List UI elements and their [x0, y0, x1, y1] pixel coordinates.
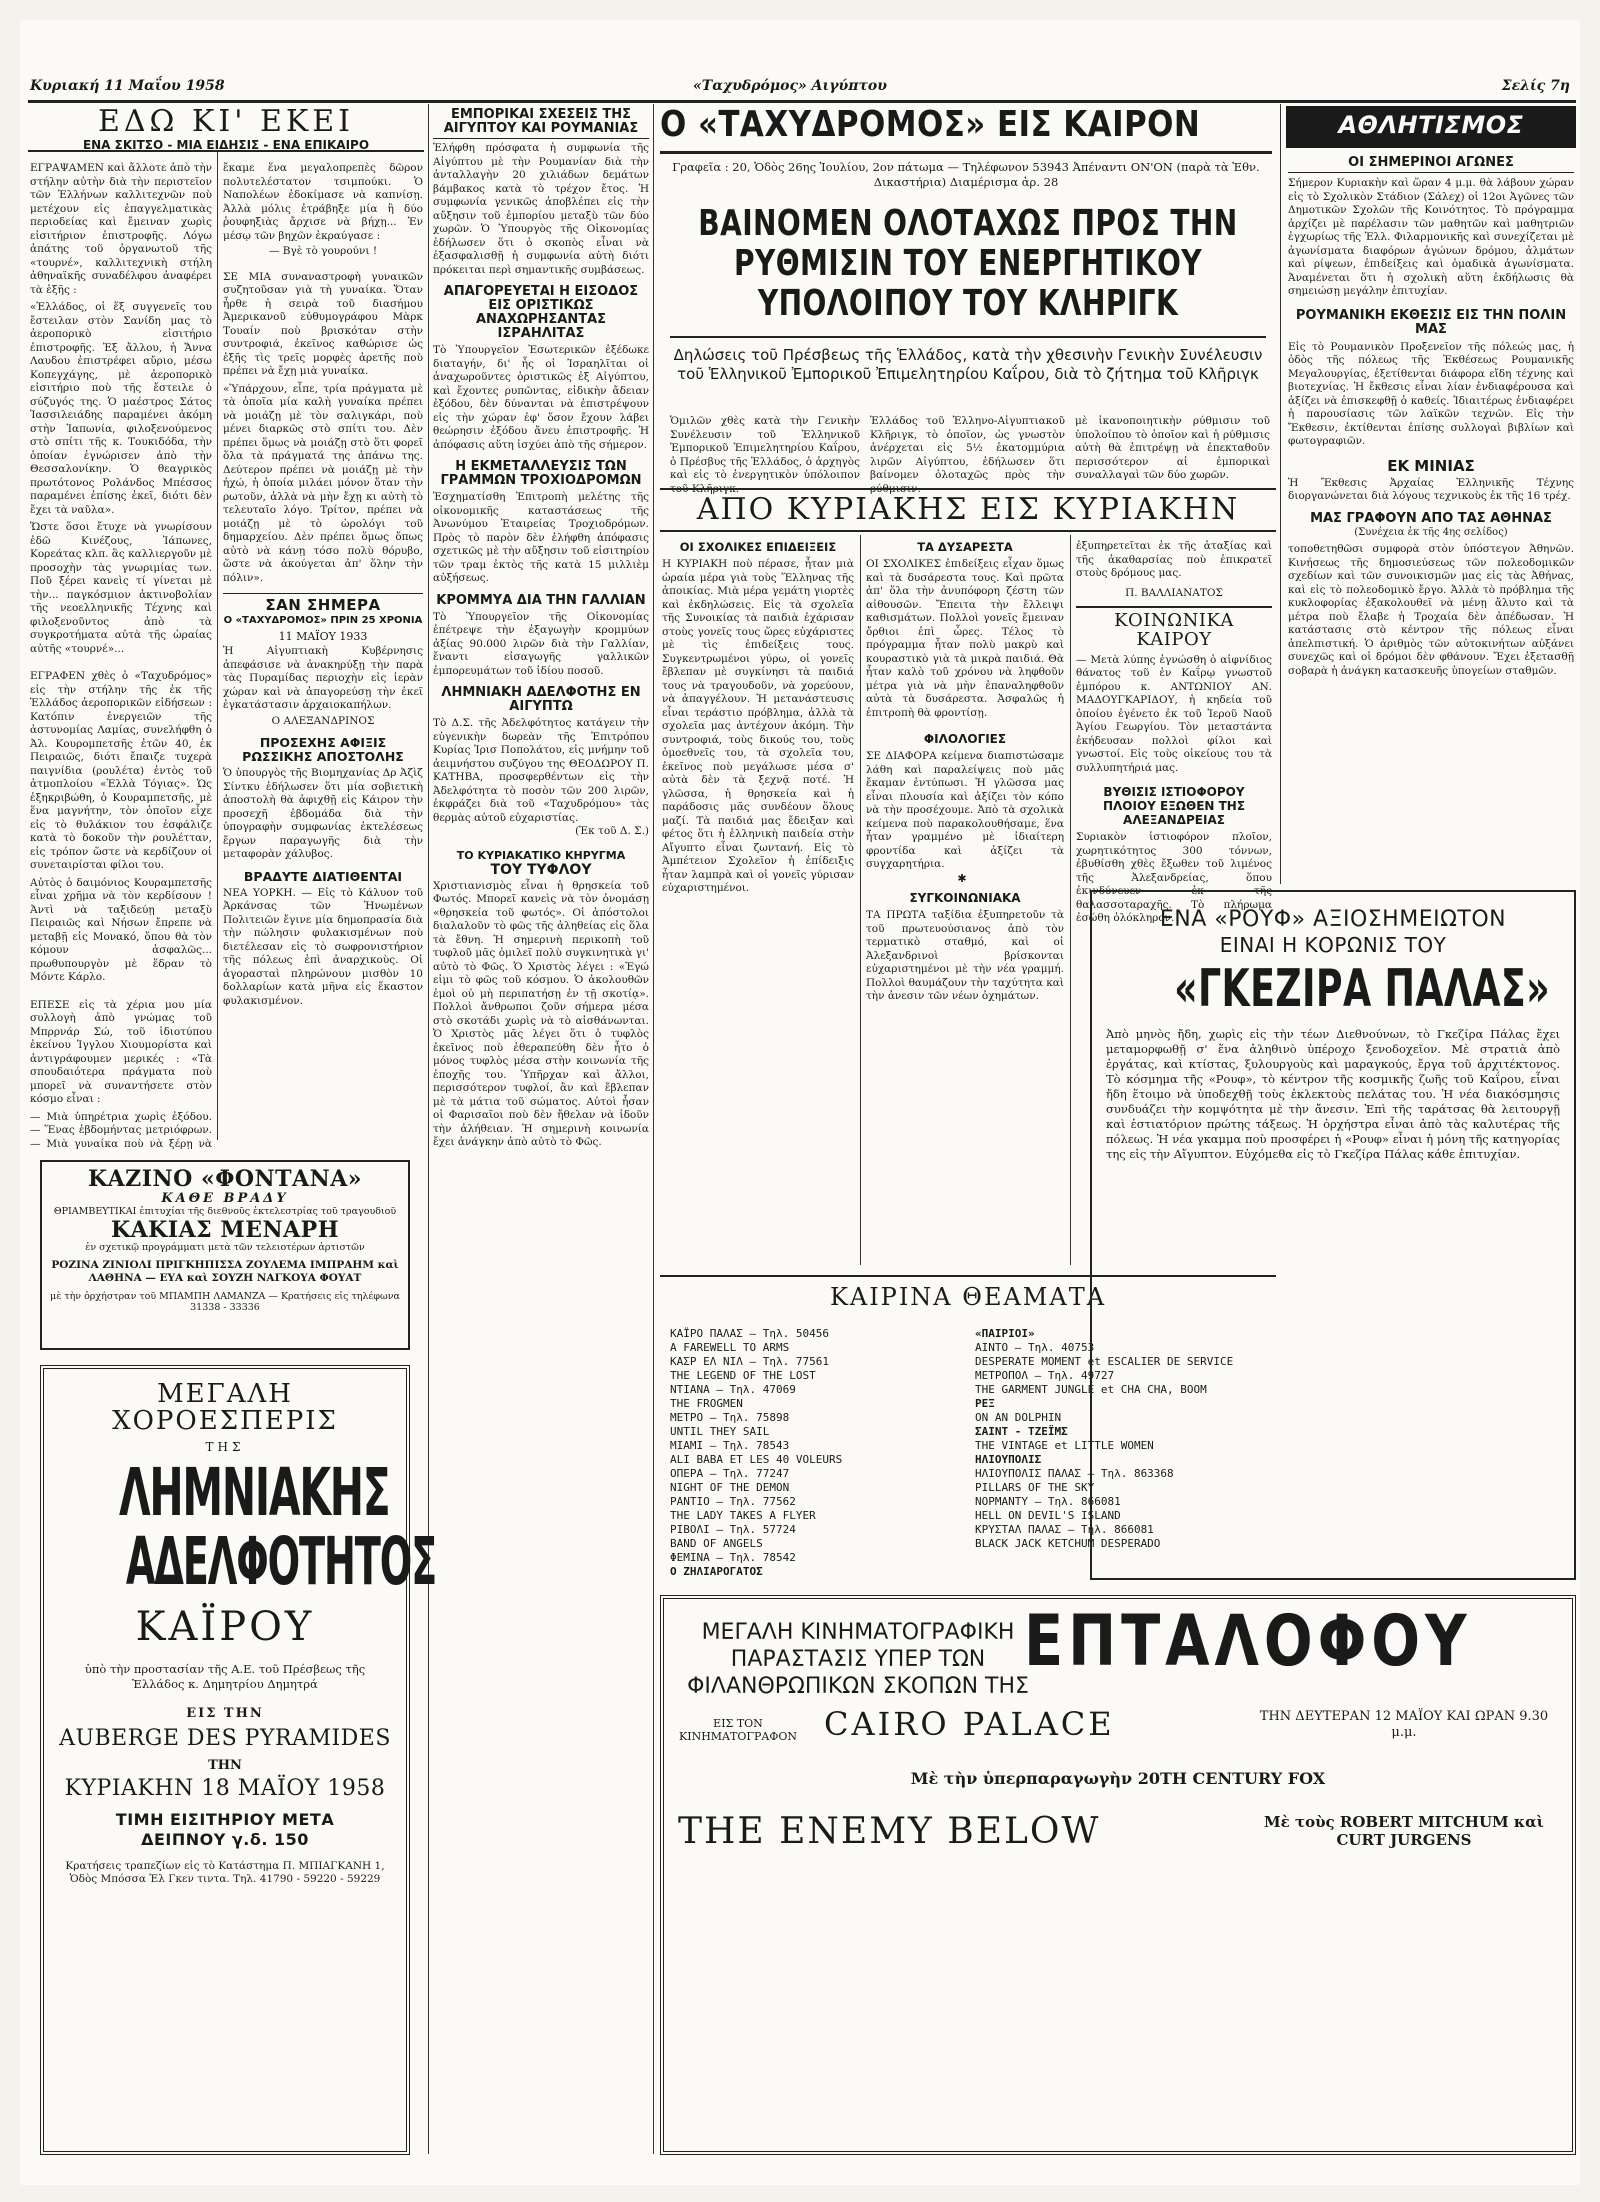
casino-more: ἐν σχετικῷ προγράμματι μετὰ τῶν τελειοτέρων ἀρτιστῶν — [85, 1242, 365, 1254]
col-rule — [860, 535, 861, 1265]
today-subtitle: Ο «ΤΑΧΥΔΡΟΜΟΣ» ΠΡΙΝ 25 ΧΡΟΝΙΑ — [223, 614, 423, 626]
casino-contact: μὲ τὴν ὀρχήστραν τοῦ ΜΠΑΜΠΗ ΛΑΜΑΝΖΑ — Κρατήσεις εἰς τηλέφωνα 31338 - 33336 — [50, 1291, 400, 1314]
col3-paragraph: Τὸ Ὑπουργεῖον τῆς Οἰκονομίας ἐπέτρεψε τὴν ἐξαγωγὴν κρομμύων ἀξίας 90.000 λιρῶν διὰ τὴν Γαλλίαν, ἔναντι εἰσαγωγῆς γαλλικῶν ἐμπορευμάτων τοῦ ἰδίου ποσοῦ. — [433, 610, 649, 677]
cinema-date: ΤΗΝ ΔΕΥΤΕΡΑΝ 12 ΜΑΪΟΥ ΚΑΙ ΩΡΑΝ 9.30 μ.μ. — [1259, 1709, 1549, 1740]
main-headline: ΒΑΙΝΟΜΕΝ ΟΛΟΤΑΧΩΣ ΠΡΟΣ ΤΗΝ ΡΥΘΜΙΣΙΝ ΤΟΥ ΕΝΕΡΓΗΤΙΚΟΥ ΥΠΟΛΟΙΠΟΥ ΤΟΥ ΚΛΗΡΙΓΚ — [698, 203, 1238, 324]
dance-ad — [40, 1365, 437, 2155]
dance-price: ΤΙΜΗ ΕΙΣΙΤΗΡΙΟΥ ΜΕΤΑ ΔΕΙΠΝΟΥ γ.δ. 150 — [115, 1810, 335, 1850]
dance-patron: ὑπὸ τὴν προστασίαν τῆς Α.Ε. τοῦ Πρέσβεως τῆς Ἑλλάδος κ. Δημητρίου Δημητρά — [84, 1662, 366, 1692]
theatre-line: A FAREWELL TO ARMS — [670, 1341, 790, 1354]
week-item-text: ΟΙ ΣΧΟΛΙΚΕΣ ἐπιδείξεις εἶχαν ὅμως καὶ τὰ δυσάρεστα τους. Καὶ πρῶτα ἀπ' ὅλα τὴν ἀνυπόφορη ζέστη τῶν αἰθουσῶν. Ἔπειτα τὴν ἔλλειψι καθισμάτων. Πολλοὶ γονεῖς ἔμειναν ὄρθιοι ἐπὶ ὧρες. Τέλος τὸ πρόγραμμα ἦταν πολὺ μακρὺ καὶ κουραστικὸ γιὰ τὰ μικρὰ παιδιά. Θὰ ἦταν καλὸ τοῦ χρόνου νὰ ληφθοῦν μέτρα γιὰ νὰ μὴν ἐπαναληφθοῦν αὐτὰ τὰ δυσάρεστα. Ἀσφαλῶς ἡ ἐπιτροπὴ θὰ φροντίσῃ. — [866, 558, 1064, 719]
brady-headline: ΒΡΑΔΥΤΕ ΔΙΑΤΙΘΕΝΤΑΙ — [243, 868, 403, 884]
dance-venue: AUBERGE DES PYRAMIDES — [59, 1726, 391, 1752]
col3-headline: ΤΟΥ ΤΥΦΛΟΥ — [490, 861, 592, 878]
cinema-venue: CAIRO PALACE — [824, 1705, 1115, 1743]
dance-title: ΜΕΓΑΛΗ ΧΟΡΟΕΣΠΕΡΙΣ — [112, 1379, 338, 1437]
theatres-left — [670, 1327, 965, 1587]
col1-text-a — [30, 162, 212, 1150]
theatre-line: ΜΕΤΡΟΠΟΛ — Τηλ. 49727 — [975, 1369, 1115, 1382]
today-section — [223, 593, 423, 728]
week-sign: Π. ΒΑΛΛΙΑΝΑΤΟΣ — [1125, 586, 1223, 599]
dance-adelfotitos: ΑΔΕΛΦΟΤΗΤΟΣ — [125, 1522, 437, 1600]
col3-headline: ΤΟ ΚΥΡΙΑΚΑΤΙΚΟ ΚΗΡΥΓΜΑ — [456, 848, 626, 862]
col3-headline: ΑΠΑΓΟΡΕΥΕΤΑΙ Η ΕΙΣΟΔΟΣ ΕΙΣ ΟΡΙΣΤΙΚΩΣ ΑΝΑΧΩΡΗΣΑΝΤΑΣ ΙΣΡΑΗΛΙΤΑΣ — [443, 284, 639, 341]
col1-paragraph: «Ἑλλάδος, οἱ ἕξ συγγενεῖς του ἔστειλαν στὸν Σανίδη μας τὸ ἀεροπορικὸ εἰσιτήριο ἐπιστροφῆς. Ἐξ ἄλλου, ἡ Ἄννα Λαυδου ἐπιστρέφει αὔριο, μέσω Κοπεγχάγης, μὲ ἀεροπορικὸ εἰσιτήριο ποὺ τῆς ἔστειλε ὁ σύζυγός της. Ὁ μαέστρος Σάτος Ἰασσιλειάδης παραμένει ἀκόμη στὴν Ἰαπωνία, φιλοξενούμενος στὸ σπίτι τῆς κ. Τουκιδόδα, τὴν ὁποίαν ἐγνώρισεν ἀπὸ τὴν Θεσσαλονίκην. Ὁ θεαγρικὸς πρωτότονος Ρολάνδος Μπέσσος παραμένει ἐπίσης ἐκεῖ, διότι δὲν ἔχει τὰ ναῦλα». — [30, 301, 212, 516]
col2-paragraph: «Ὑπάρχουν, εἶπε, τρία πράγματα μὲ τὰ ὁποῖα μία καλὴ γυναίκα πρέπει νὰ μοιάζῃ μὲ τὸν σαλιγκάρι, ποὺ μένει διαρκῶς στὸ σπίτι του. Δὲν πρέπει ὅμως νὰ μοιάζῃ στὸ ὅτι φορεῖ ὅλα τὰ πράγματά της ἀπάνω της. Δεύτερον πρέπει νὰ μοιάζῃ μὲ τὴν ἠχώ, ἡ ὁποία μιλάει μόνον ὅταν τὴν ρωτοῦν, ἀλλὰ νὰ μὴν ἔχῃ κι αὐτὴ τὸ τελευταῖο λόγο. Τρίτον, πρέπει νὰ μοιάζῃ μὲ τὸ ὡρολόγι τοῦ δημαρχείου. Δὲν πρέπει ὅμως ὅπως αὐτὸ νὰ κάνῃ τόσο πολὺ θόρυβο, ὥστε νὰ ἀκούγεται ἀπ' ὅλην τὴν πόλιν». — [223, 382, 423, 584]
dance-kairou: ΚΑΪΡΟΥ — [135, 1604, 315, 1651]
right-subhead: (Συνέχεια ἐκ τῆς 4ης σελίδος) — [1354, 526, 1508, 538]
main-headline-block — [670, 204, 1266, 338]
theatres-title: ΚΑΙΡΙΝΑ ΘΕΑΜΑΤΑ — [829, 1283, 1107, 1311]
right-paragraph: Σήμερον Κυριακὴν καὶ ὥραν 4 μ.μ. θὰ λάβουν χώραν εἰς τὸ Σχολικὸν Στάδιον (Σάλεχ) οἱ 12οι Ἀγῶνες τῶν Δημοτικῶν Σχολῶν τῆς Κοινότητος. Τὸ πρόγραμμα ἀρχίζει μὲ παρέλασιν τῶν μαθητῶν καὶ μαθητριῶν ἐγχωρίως τῆς Ἐλλ. Φιλαρμονικῆς καὶ συνεχίζεται μὲ ἀγωνίσματα διαφόρων ἀγώνων δρόμου, ἁλμάτων καὶ ρίψεων, ἐπιδείξεις καὶ ὁμαδικὰ ἀγωνίσματα. Ἀναμένεται ὅτι ἡ σχολικὴ αὕτη ἐκδήλωσις θὰ σημειώσῃ μεγάλην ἐπιτυχίαν. — [1288, 177, 1574, 297]
masthead-page: Σελίς 7η — [1501, 78, 1570, 94]
col3-headline: ΚΡΟΜΜΥΑ ΔΙΑ ΤΗΝ ΓΑΛΛΙΑΝ — [436, 592, 646, 608]
col1-paragraph: Ὥστε ὅσοι ἔτυχε νὰ γνωρίσουν ἐδῶ Κινέζους, Ἰάπωνες, Κορεάτας κλπ. ἃς καλλιεργοῦν μὲ προσοχὴν τὰς γνωριμίας των. Ποῦ ξέρει κανεὶς τί γίνεται μὲ τὴν... παγκόσμιον ἀκτινοβολίαν τῆς νεοελληνικῆς Τέχνης καὶ φιλοξενοῦντος ἀπὸ τὰ συγκροτήματα αὐτὰ τῆς ὡραίας αὐτῆς «τουρνέ»... — [30, 521, 212, 655]
theatre-line: HELL ON DEVIL'S ISLAND — [975, 1509, 1121, 1522]
star-divider: ✱ — [957, 871, 973, 885]
sport-title: ΑΘΛΗΤΙΣΜΟΣ — [1338, 111, 1524, 139]
office-info: Γραφεῖα : 20, Ὁδὸς 26ης Ἰουλίου, 2ον πάτωμα — Τηλέφωνον 53943 Ἀπέναντι ΟΝ'ΟΝ (παρὰ τὰ Ἐθν. Δικαστήρια) Διαμέρισμα ἀρ. 28 — [672, 160, 1260, 189]
theatre-line: ΡΑΝΤΙΟ — Τηλ. 77562 — [670, 1495, 796, 1508]
cinema-stars: Μὲ τοὺς ROBERT MITCHUM καὶ CURT JURGENS — [1264, 1813, 1544, 1849]
col3-paragraph: Χριστιανισμὸς εἶναι ἡ θρησκεία τοῦ Φωτός. Μπορεῖ κανεὶς νὰ τὸν ὀνομάσῃ «θρησκεία τοῦ φωτός». Οἱ ἀπόστολοι διαλαλοῦν τὸ φῶς τῆς ἀληθείας εἰς ὅλα τὰ ἔθνη. Ἡ σημερινὴ περικοπὴ τοῦ τυφλοῦ μᾶς ὁμιλεῖ πολὺ συγκινητικὰ γι' αὐτὸ τὸ Φῶς. Ὁ Χριστὸς λέγει : «Ἐγώ εἰμι τὸ φῶς τοῦ κόσμου. Ὁ ἀκολουθῶν ἐμοὶ οὐ μὴ περιπατήσῃ ἐν τῇ σκοτίᾳ». Πολλοὶ ἄνθρωποι ζοῦν σήμερα μέσα στὸ σκοτάδι χωρὶς νὰ τὸ αἰσθάνωνται. Ὁ Χριστὸς μᾶς λέγει ὅτι ὁ τυφλὸς ἐκεῖνος ποὺ ἐθεραπεύθη δὲν ἦτο ὁ μόνος τυφλὸς μέσα στὴν κοινωνία τῆς ἐποχῆς του. Ὑπῆρχαν καὶ ἄλλοι, περισσότερον τυφλοί, ἂν καὶ ἔβλεπαν μὲ τὰ μάτια τοῦ σώματος. Αὐτοὶ ἦσαν οἱ Φαρισαῖοι ποὺ δὲν ἤθελαν νὰ ἰδοῦν τὴν ἀλήθειαν. Ἡ σημερινὴ κοινωνία ἔχει ἀνάγκην ἀπὸ αὐτὸ τὸ Φῶς. — [433, 879, 649, 1148]
theatre-line: ΑΙΝΤΟ — Τηλ. 40753 — [975, 1341, 1095, 1354]
gezira-name: «ΓΚΕΖΙΡΑ ΠΑΛΑΣ» — [1174, 959, 1550, 1020]
theatre-line: ΝΤΙΑΝΑ — Τηλ. 47069 — [670, 1383, 796, 1396]
theatre-line: ON AN DOLPHIN — [975, 1411, 1062, 1424]
col1-paragraph: ΕΓΡΑΨΑΜΕΝ καὶ ἄλλοτε ἀπὸ τὴν στήλην αὐτὴν διὰ τὴν περιστεῖον τῶν Ἑλλήνων καλλιτεχνῶν ποὺ μετέχουν εἰς ἐπαγγελματικὰς περιοδείας καὶ ἔμειναν χωρὶς εἰσιτήριον ἐπιστροφῆς. Λόγω ἀπάτης τοῦ ὀργανωτοῦ τῆς «τουρνέ», καλλιτεχνικὴ στήλη ἀθηναϊκῆς συναδέλφου ἀναφέρει τὰ ἑξῆς : — [30, 162, 212, 296]
theatre-line: THE LEGEND OF THE LOST — [670, 1369, 816, 1382]
theatre-line: «ΠΑΙΡΙΟΙ» — [975, 1327, 1035, 1340]
masthead-paper: «Ταχυδρόμος» Αιγύπτου — [693, 78, 887, 94]
col-rule — [1280, 104, 1281, 884]
cinema-film-by: Μὲ τὴν ὑπερπαραγωγὴν 20TH CENTURY FOX — [910, 1769, 1326, 1788]
col3-paragraph: Ἐσχηματίσθη Ἐπιτροπὴ μελέτης τῆς οἰκονομικῆς καταστάσεως τῆς Ἀνωνύμου Ἑταιρείας Τροχιοδρόμων. Πρὸς τὸ παρὸν δὲν ἐλήφθη ἀπόφασις σχετικῶς μὲ τὴν αὔξησιν τοῦ εἰσιτηρίου τῶν τραμ ἐκτὸς τῆς κατὰ 15 μιλλιὲμ αὐξήσεως. — [433, 491, 649, 584]
theatre-line: THE GARMENT JUNGLE et CHA CHA, BOOM — [975, 1383, 1207, 1396]
right-headline: ΟΙ ΣΗΜΕΡΙΝΟΙ ΑΓΩΝΕΣ — [1288, 156, 1574, 173]
gezira-title1: ΕΝΑ «ΡΟΥΦ» ΑΞΙΟΣΗΜΕΙΩΤΟΝ — [1159, 907, 1507, 932]
theatre-line: ΜΕΤΡΟ — Τηλ. 75898 — [670, 1411, 790, 1424]
dance-the: ΤΗΝ — [208, 1758, 242, 1774]
col2-paragraph: ΣΕ ΜΙΑ συναναστροφὴ γυναικῶν συζητοῦσαν γιὰ τὴ γυναίκα. Ὅταν ἦρθε ἡ σειρὰ τοῦ διασήμου Ἀμερικανοῦ εὐθυμογράφου Μὰρκ Τουαίν ποὺ βρισκόταν στὴν συντροφιά, ἐκεῖνος καθώρισε ὡς ἑξῆς τὶς τρεῖς μορφὲς ἀρετῆς ποὺ πρέπει νὰ ἔχῃ μιὰ γυναίκα. — [223, 270, 423, 377]
week-col-1 — [662, 540, 854, 1270]
theatre-line: ΝΟΡΜΑΝΤΥ — Τηλ. 866081 — [975, 1495, 1121, 1508]
russian-headline: ΠΡΟΣΕΧΗΣ ΑΦΙΞΙΣ ΡΩΣΣΙΚΗΣ ΑΠΟΣΤΟΛΗΣ — [242, 735, 404, 765]
theatre-line: ΜΙΑΜΙ — Τηλ. 78543 — [670, 1439, 790, 1452]
theatre-line: NIGHT OF THE DEMON — [670, 1481, 790, 1494]
ship-title: ΒΥΘΙΣΙΣ ΙΣΤΙΟΦΟΡΟΥ ΠΛΟΙΟΥ ΕΞΩΘΕΝ ΤΗΣ ΑΛΕΞΑΝΔΡΕΙΑΣ — [1102, 785, 1246, 828]
theatre-line: Ο ΖΗΛΙΑΡΟΓΑΤΟΣ — [670, 1565, 763, 1578]
week-item-title: ΤΑ ΔΥΣΑΡΕΣΤΑ — [917, 540, 1013, 554]
newspaper-page — [20, 20, 1580, 2185]
theatre-line: ΚΡΥΣΤΑΛ ΠΑΛΑΣ — Τηλ. 866081 — [975, 1523, 1154, 1536]
theatre-line: ΗΛΙΟΥΠΟΛΙΣ — [975, 1453, 1042, 1466]
social-text: — Μετὰ λύπης ἐγνώσθη ὁ αἰφνίδιος θάνατος τοῦ ἐν Καΐρῳ γνωστοῦ ἐμπόρου κ. ΑΝΤΩΝΙΟΥ ΑΝ. ΜΑΔΟΥΓΚΑΡΙΔΟΥ, ἡ κηδεία τοῦ ὁποίου ἐγένετο ἐκ τοῦ Ἱεροῦ Ναοῦ Ἁγίου Γεωργίου. Τὸν μεταστάντα ἐκήδευσαν πολλοὶ φίλοι καὶ γνωστοί. Εἰς τοὺς οἰκείους του τὰ συλλυπητήριά μας. — [1076, 653, 1272, 774]
week-item-title: ΟΙ ΣΧΟΛΙΚΕΣ ΕΠΙΔΕΙΞΕΙΣ — [679, 540, 837, 554]
col-rule — [428, 104, 429, 2154]
col1-subtitle: ΕΝΑ ΣΚΙΤΣΟ - ΜΙΑ ΕΙΔΗΣΙΣ - ΕΝΑ ΕΠΙΚΑΙΡΟ — [82, 137, 370, 152]
week-item-title: ΣΥΓΚΟΙΝΩΝΙΑΚΑ — [909, 891, 1021, 905]
today-sign: Ο ΑΛΕΞΑΝΔΡΙΝΟΣ — [271, 714, 375, 727]
col3-headline: ΛΗΜΝΙΑΚΗ ΑΔΕΛΦΟΤΗΣ ΕΝ ΑΙΓΥΠΤΩ — [441, 685, 641, 714]
casino-names: ΡΟΖΙΝΑ ΖΙΝΙΟΛΙ ΠΡΙΓΚΗΠΙΣΣΑ ΖΟΥΛΕΜΑ ΙΜΠΡΑΗΜ καὶ ΛΑΘΗΝΑ — ΕΥΑ καὶ ΣΟΥΖΗ ΝΑΓΚΟΥΑ ΦΟΥΑΤ — [51, 1259, 399, 1285]
week-col-2 — [866, 540, 1064, 1270]
theatre-line: ΡΙΒΟΛΙ — Τηλ. 57724 — [670, 1523, 796, 1536]
today-date: 11 ΜΑΪΟΥ 1933 — [278, 629, 368, 643]
cinema-ad — [660, 1595, 1576, 2155]
today-text: Ἡ Αἰγυπτιακὴ Κυβέρνησις ἀπεφάσισε νὰ ἀνακηρύξῃ τὴν παρὰ τὰς Πυραμίδας περιοχὴν εἰς ἱερὰν χώραν καὶ νὰ ἀπαγορεύσῃ τὴν ἐκεῖ ἐγκατάστασιν ἀρχαιοκαπήλων. — [223, 645, 423, 712]
theatre-line: ΚΑΪΡΟ ΠΑΛΑΣ — Τηλ. 50456 — [670, 1327, 829, 1340]
col1-paragraph: — Μιὰ ὑπηρέτρια χωρὶς ἐξόδου. — Ἕνας ἑβδομήντας μετριόφρων. — Μιὰ γυναίκα ποὺ νὰ ξέρῃ νὰ — [30, 1110, 212, 1150]
cinema-film: THE ENEMY BELOW — [678, 1811, 1101, 1852]
casino-ad — [40, 1160, 410, 1350]
theatre-line: THE VINTAGE et LITTLE WOMEN — [975, 1439, 1154, 1452]
col1-paragraph: ΕΠΕΣΕ εἰς τὰ χέρια μου μία συλλογὴ ἀπὸ γνώμας τοῦ Μπρρνάρ Σώ, τοῦ ἰδιοτύπου ἐκείνου Ἰγγλου Χιουμορίστα καὶ ἀντιγράφουμεν μερικές : «Τὰ σπουδαιότερα πράγματα ποὺ μπορεῖ νὰ συναντήσετε στὸν κόσμο εἶναι : — [30, 998, 212, 1105]
masthead-date: Κυριακή 11 Μαΐου 1958 — [30, 78, 225, 94]
col3-paragraph: Ἐλήφθη πρόσφατα ἡ συμφωνία τῆς Αἰγύπτου μὲ τὴν Ρουμανίαν διὰ τὴν ἀνταλλαγὴν 20 χιλιάδων δεμάτων βάμβακος κατὰ τὸ τρέχον ἔτος. Ἡ συμφωνία γενικῶς ἀποβλέπει εἰς τὴν αὔξησιν τοῦ ἐμπορίου μεταξὺ τῶν δύο χωρῶν. Ὁ Ὑπουργὸς τῆς Οἰκονομίας ἐδήλωσεν ὅτι ὁ σκοπὸς εἶναι νὰ ἐξασφαλισθῇ ἡ συμφωνία αὐτὴ διότι πρόκειται περὶ σημαντικῆς συμβάσεως. — [433, 142, 649, 276]
right-paragraph: Ἡ Ἔκθεσις Ἀρχαίας Ἑλληνικῆς Τέχνης διοργανώνεται διὰ λόγους τεχνικοὺς ἐκ τῆς 16 τρέχ. — [1288, 476, 1574, 502]
banner-title: Ο «ΤΑΧΥΔΡΟΜΟΣ» ΕΙΣ ΚΑΙΡΟΝ — [660, 104, 1201, 145]
main-subheadline: Δηλώσεις τοῦ Πρέσβεως τῆς Ἑλλάδος, κατὰ τὴν χθεσινὴν Γενικὴν Συνέλευσιν τοῦ Ἑλληνικοῦ Ἐμπορικοῦ Ἐπιμελητηρίου Καΐρου, διὰ τὸ ζήτημα τοῦ Κλῆριγκ — [673, 346, 1263, 383]
col-rule — [217, 150, 218, 1140]
week-header — [660, 488, 1276, 532]
dance-date: ΚΥΡΙΑΚΗΝ 18 ΜΑΪΟΥ 1958 — [64, 1776, 386, 1802]
theatre-line: ΣΑΙΝΤ - ΤΖΕΪΜΣ — [975, 1425, 1068, 1438]
dance-at: ΕΙΣ ΤΗΝ — [186, 1706, 264, 1722]
gezira-title2: ΕΙΝΑΙ Η ΚΟΡΩΝΙΣ ΤΟΥ — [1219, 933, 1447, 958]
theatre-line: PILLARS OF THE SKY — [975, 1481, 1095, 1494]
casino-title: ΚΑΖΙΝΟ «ΦΟΝΤΑΝΑ» — [87, 1166, 363, 1192]
week-item-text: Η ΚΥΡΙΑΚΗ ποὺ πέρασε, ἦταν μιὰ ὡραία μέρα γιὰ τοὺς Ἕλληνας τῆς ἀποικίας. Μιὰ μέρα γεμάτη γιορτὲς καὶ ἐκδηλώσεις. Εἰς τὰ σχολεῖα τῆς Συνοικίας τὰ παιδιὰ ἐχάρισαν στοὺς γονεῖς τους ὥρες εὐχάριστες μὲ τὶς ἐπιδείξεις τους. Συγκεντρωμένοι γύρω, οἱ γονεῖς ἔβλεπαν μὲ συγκίνησι τὰ παιδιά τους νὰ τραγουδοῦν, νὰ χορεύουν, νὰ ἀπαγγέλουν. Ἡ μετανάστευσις εἶναι τεράστιο πρόβλημα, ἀλλὰ τὰ σχολεῖα μας ἀντέχουν ἀκόμη. Τὴν συντροφιά, τοὺς δικούς του, τοὺς ὁμοεθνεῖς του, τὰ σχολεῖα του, ἐκεῖνος ποὺ μεγάλωσε μέσα σ' αὐτὰ δὲν τὰ ξεχνᾷ ποτέ. Ἡ γλῶσσα, ἡ θρησκεία καὶ ἡ παράδοσις μᾶς συνδέουν ὅλους μαζί. Τὰ παιδιά μας ἔδειξαν καὶ φέτος ὅτι ἡ ἑλληνικὴ παιδεία στὴν Αἴγυπτο εἶναι ζωντανή. Εἰς τὸ Ἀμπέτειον Σχολεῖον ἡ ἐπίδειξις ἦταν λαμπρὰ καὶ οἱ γονεῖς γύρισαν εὐχαριστημένοι. — [662, 558, 854, 894]
sport-header — [1286, 106, 1576, 148]
masthead-rule — [28, 100, 1576, 103]
theatre-line: THE LADY TAKES A FLYER — [670, 1509, 816, 1522]
casino-every: ΚΑΘΕ ΒΡΑΔΥ — [161, 1191, 289, 1207]
dance-lemniakis: ΛΗΜΝΙΑΚΗΣ — [118, 1453, 390, 1531]
casino-tri: ΘΡΙΑΜΒΕΥΤΙΚΑΙ ἐπιτυχίαι τῆς διεθνοῦς ἐκτελεστρίας τοῦ τραγουδιοῦ — [53, 1206, 397, 1218]
theatre-line: THE FROGMEN — [670, 1397, 743, 1410]
right-paragraph: τοποθετηθῶσι συμφορὰ στὸν ὑπόστεγον Ἀθηνῶν. Κινήσεως τῆς δημοσιεύσεως τῶν πολεοδομικῶν σχεδίων καὶ τῶν συνοικισμῶν μας εἰς τὰς Ἀθήνας, καὶ εἰς τὸ πολεοδομικὸ ἔργο. Ἀλλὰ τὸ πρόβλημα τῆς κυκλοφορίας ἐξακολουθεῖ νὰ μένῃ ἄλυτο καὶ τὰ μέτρα ποὺ ἔλαβε ἡ Τροχαία δὲν ἀπέδωσαν. Ἡ κατάστασις στὸ κέντρον τῆς πόλεως εἶναι ἀπελπιστική. Ὁ ἀριθμὸς τῶν αὐτοκινήτων αὐξάνει συνεχῶς καὶ οἱ δρόμοι δὲν φθάνουν. Ἔχει ἐξετασθῇ σοβαρὰ ἡ ἀνάγκη κατασκευῆς ὑπογείων σταθμῶν. — [1288, 543, 1574, 677]
dance-reservations: Κρατήσεις τραπεζίων εἰς τὸ Κατάστημα Π. ΜΠΙΑΓΚΑΝΗ 1, Ὁδὸς Μπόσσα Ἐλ Γκεν τιντα. Τηλ. 41790 - 59220 - 59229 — [65, 1860, 385, 1886]
week-item-text: ἐξυπηρετεῖται ἐκ τῆς ἀταξίας καὶ τῆς ἀκαθαρσίας ποὺ ἐπικρατεῖ στοὺς δρόμους μας. — [1076, 540, 1272, 579]
col1-title: ΕΔΩ ΚΙ' ΕΚΕΙ — [97, 104, 355, 139]
main-text-1: Ὁμιλῶν χθὲς κατὰ τὴν Γενικὴν Συνέλευσιν τοῦ Ἑλληνικοῦ Ἐμπορικοῦ Ἐπιμελητηρίου Καΐρου, ὁ Πρέσβυς τῆς Ἑλλάδος, ὁ ἀρχηγὸς καὶ εἰς τὸ ἐνεργητικὸν ὑπόλοιπον τοῦ Κλῆριγκ. — [670, 415, 860, 495]
col3-sign: (Ἐκ τοῦ Δ. Σ.) — [575, 825, 649, 837]
col-rule — [653, 104, 654, 2154]
right-headline: ΡΟΥΜΑΝΙΚΗ ΕΚΘΕΣΙΣ ΕΙΣ ΤΗΝ ΠΟΛΙΝ ΜΑΣ — [1295, 307, 1567, 337]
ship-text: Συριακὸν ἱστιοφόρον πλοῖον, χωρητικότητος 300 τόννων, ἐβυθίσθη χθὲς ἔξωθεν τοῦ λιμένος τῆς Ἀλεξανδρείας, ὅπου ἐκινδύνευεν ἐκ τῆς θαλασσοταραχῆς. Τὸ πλήρωμα ἐσώθη ὁλόκληρον. — [1076, 831, 1272, 925]
col1-paragraph: ΕΓΡΑΦΕΝ χθὲς ὁ «Ταχυδρόμος» εἰς τὴν στήλην τῆς ἐκ τῆς Ἑλλάδος ἀεροπορικῶν εἰδήσεων : Κατόπιν ἐνεργειῶν τῆς ἀστυνομίας Λαμίας, συνελήφθη ὁ Ἀλ. Κουρομπετσῆς ἐτῶν 40, ἐκ Πειραιῶς, διότι ἔπαιζε τυχερὰ παιγνίδια (ρουλέτα) ἐντὸς τοῦ ἀτμοπλοίου «Ἐλλὰ Τόγιας». Ὡς ἐξηκριβώθη, ὁ Κουραμπετσῆς, μὲ ἕνα μαγνήτην, τὸν ὁποῖον εἶχε εἰς τὸ θυλάκιον του ἐσφάλιζε κατὰ τὸ δοκοῦν τὴν ρουλέτταν, εἰς τρόπον ὥστε νὰ κερδίζουν οἱ συνεταιρίσται φίλοι του. — [30, 670, 212, 871]
col-rule — [1070, 535, 1071, 1265]
week-item-text: ΤΑ ΠΡΩΤΑ ταξίδια ἐξυπηρετοῦν τὰ τοῦ πρωτευούσιανος ἀπὸ τὸν τερματικὸ σταθμό, καὶ οἱ Ἀλεξανδρινοὶ βρίσκονται εὐχαριστημένοι μὲ τὴν νέα γραμμή. Πολλοὶ θαυμάζουν τὴν ταχύτητα καὶ τὴν ἀνεσιν τῶν νέων ὀχημάτων. — [866, 909, 1064, 1002]
right-col-text — [1288, 156, 1574, 876]
col3-headline: ΕΜΠΟΡΙΚΑΙ ΣΧΕΣΕΙΣ ΤΗΣ ΑΙΓΥΠΤΟΥ ΚΑΙ ΡΟΥΜΑΝΙΑΣ — [433, 108, 649, 139]
russian-text: Ὁ ὑπουργὸς τῆς Βιομηχανίας Δρ Ἀζὶζ Σίντκυ ἐδήλωσεν ὅτι μία σοβιετικὴ ἀποστολὴ θὰ ἀφιχθῇ εἰς Κάιρον τὴν προσεχῆ ἑβδομάδα διὰ τὴν ὑπογραφὴν συμφωνίας ἐκτελέσεως ἔργων παραγωγῆς διὰ τὴν μεταφορὰν χάλυβος. — [223, 767, 423, 861]
casino-star: ΚΑΚΙΑΣ ΜΕΝΑΡΗ — [110, 1217, 339, 1244]
col2-text — [223, 162, 423, 1150]
theatre-line: ΚΑΣΡ ΕΛ ΝΙΛ — Τηλ. 77561 — [670, 1355, 829, 1368]
dance-of: ΤΗΣ — [205, 1439, 245, 1454]
main-text-3: μὲ ἱκανοποιητικὴν ρύθμισιν τοῦ ὑπολοίπου τὸ ὁποῖον καὶ ἡ ρύθμισις αὐτὴ θὰ ἐπιτρέψῃ νὰ ἐπεκταθοῦν περισσότερον αἱ ἐμπορικαὶ συναλλαγαὶ τῶν δύο χωρῶν. — [1075, 415, 1270, 481]
right-paragraph: Εἰς τὸ Ρουμανικὸν Προξενεῖον τῆς πόλεώς μας, ἡ ὁδὸς τῆς πόλεως τῆς Ἐκθέσεως Ρουμανικῆς Μεγαλουργίας, ἐξετίθενται διάφορα εἴδη τέχνης καὶ βιοτεχνίας. Ἡ ἔκθεσις εἶναι λίαν ἐνδιαφέρουσα καὶ ἀξίζει νὰ ἐπισκεφθῇ ὁ καθείς. Ἰδιαιτέρως ἐνδιαφέρει ἡ παρουσίασις τῶν λαϊκῶν τεχνῶν. Εἰς τὴν Ἔκθεσιν, ἐκτίθενται ἐπίσης συλλογαὶ βιβλίων καὶ φωτογραφιῶν. — [1288, 340, 1574, 447]
week-title: ΑΠΟ ΚΥΡΙΑΚΗΣ ΕΙΣ ΚΥΡΙΑΚΗΝ — [696, 492, 1240, 527]
gezira-ad — [1090, 890, 1576, 1580]
week-item-text: ΣΕ ΔΙΑΦΟΡΑ κείμενα διαπιστώσαμε λάθη καὶ παραλείψεις ποὺ μᾶς ἔκαμαν ἐντύπωσι. Ἡ γλῶσσα μας εἶναι πλουσία καὶ ἀξίζει τὸν κόπο νὰ τὴν προσέχουμε. Ἀπὸ τὰ σχολικὰ κείμενα ποὺ παρακολουθήσαμε, ἕνα ἦταν γραμμένο μὲ ἰδιαίτερη φροντίδα καὶ ἀξίζει τὰ συγχαρητήρια. — [866, 750, 1064, 870]
theatre-line: BLACK JACK KETCHUM DESPERADO — [975, 1537, 1161, 1550]
social-section — [1076, 606, 1272, 775]
gezira-text: Ἀπὸ μηνὸς ἤδη, χωρὶς εἰς τὴν τέων Διεθνούνων, τὸ Γκεζίρα Πάλας ἔχει μεταμορφωθῇ σ' ἕνα ἀληθινὸ ὑπέροχο ξενοδοχεῖον. Μὲ στρατιὰ ἀπὸ ἐργάτας, καὶ κτίστας, ξυλουργοὺς καὶ μαραγκούς, ἔργα τοῦ ἀρχιτέκτονος. Τὸ κόσμημα τῆς «Ρουφ», τὸ κέντρον τῆς κοσμικῆς ζωῆς τοῦ Καΐρου, εἶναι ἤδη ἕτοιμο νὰ ὑποδεχθῇ τοὺς ἐκλεκτοὺς πελάτας του. Ἡ νέα διακόσμησις συνδυάζει τὴν κομψότητα μὲ τὴν ἄνεσιν. Ἐπὶ τῆς ταράτσας θὰ λειτουργῇ καὶ ἐστιατόριον πρώτης τάξεως. Ἡ ὀρχήστρα εἶναι ἀπὸ τὰς καλυτέρας τῆς πόλεως. Ἡ νέα γκαμμα ποὺ προσφέρει ἡ «Ρουφ» εἶναι ἡ μόνη τῆς κατηγορίας της εἰς τὴν Αἴγυπτον. Εὐχόμεθα εἰς τὸ Γκεζίρα Πάλας κάθε ἐπιτυχίαν. — [1106, 1026, 1560, 1161]
cinema-intro: ΜΕΓΑΛΗ ΚΙΝΗΜΑΤΟΓΡΑΦΙΚΗ ΠΑΡΑΣΤΑΣΙΣ ΥΠΕΡ ΤΩΝ ΦΙΛΑΝΘΡΩΠΙΚΩΝ ΣΚΟΠΩΝ ΤΗΣ — [687, 1620, 1029, 1699]
right-headline: ΜΑΣ ΓΡΑΦΟΥΝ ΑΠΟ ΤΑΣ ΑΘΗΝΑΣ — [1310, 510, 1552, 526]
today-title: ΣΑΝ ΣΗΜΕΡΑ — [265, 596, 381, 614]
col3-paragraph: Τὸ Δ.Σ. τῆς Ἀδελφότητος κατάγειν τὴν εὐγενικὴν δωρεὰν τῆς Ἐπιτρόπου Κυρίας Ἰρισ Ποπολάτου, εἰς μνήμην τοῦ ἀειμνήστου συζύγου της ΘΕΟΔΩΡΟΥ Π. ΚΑΤΗΒΑ, προσφερθέντων εἰς τὴν Ἀδελφότητα τὸ ποσὸν τῶν 200 λιρῶν, ἐκφράζει διὰ τοῦ «Ταχυδρόμου» τὰς θερμὰς αὐτοῦ εὐχαριστίας. — [433, 717, 649, 824]
col2-paragraph: ἔκαμε ἕνα μεγαλοπρεπὲς δῶρον πολυτελέστατον τσιμπούκι. Ὁ Ναπολέων ἐδοκίμασε νὰ καπνίσῃ. Ἀλλὰ μόλις ἐτράβηξε μία ἢ δύο ῥουφηξιὰς ἄρχισε νὰ βήχῃ... Ἑν μέσῳ τῶν βηχῶν ἐκραύγασε : — [223, 162, 423, 242]
theatre-line: ΗΛΙΟΥΠΟΛΙΣ ΠΑΛΑΣ — Τηλ. 863368 — [975, 1467, 1174, 1480]
theatre-line: ΟΠΕΡΑ — Τηλ. 77247 — [670, 1467, 790, 1480]
center-banner — [660, 106, 1272, 154]
week-item-title: ΦΙΛΟΛΟΓΙΕΣ — [923, 732, 1007, 746]
theatre-line: ALI BABA ET LES 40 VOLEURS — [670, 1453, 843, 1466]
brady-text: ΝΕΑ ΥΟΡΚΗ. — Εἰς τὸ Κάλυον τοῦ Ἀρκάνσας τῶν Ἡνωμένων Πολιτειῶν ἔγινε μία δημοπρασία διὰ τὴν πώλησιν φυλακισμένων ποὺ διετέλεσαν εἰς τὸ σωφρονιστήριον τῆς πόλεως ἐπὶ ἀναρχικοὺς. Οἱ ἀγορασταὶ πληρώνουν μισθὸν 10 δολλαρίων κατὰ μῆνα εἰς ἕκαστον φυλακισμένον. — [223, 886, 423, 1007]
col1-header — [28, 106, 424, 152]
main-text-2: Ἑλλάδος τοῦ Ἑλληνο-Αἰγυπτιακοῦ Κλῆριγκ, τὸ ὁποῖον, ὡς γνωστὸν ἀνέρχεται εἰς 5½ ἑκατομμύρια λιρῶν Αἰγύπτου, ἐδήλωσεν ὅτι βαίνομεν ὁλοταχῶς πρὸς τὴν ρύθμισιν. — [870, 415, 1065, 495]
col1-paragraph: Αὐτὸς ὁ δαιμόνιος Κουραμπετσῆς εἶναι χρῆμα νὰ τὸν κερδίσουν ! Ἀντὶ νὰ ταξιδεύῃ μεταξὺ Πειραιῶς καὶ Νήσων ἔπρεπε νὰ μεταβῇ εἰς Μονακό, ὅπου θὰ τὸν κόμουν ἀσφαλῶς... πρωθυπουργὸν μὲ ἕδραν τὸ Μόντε Κάρλο. — [30, 876, 212, 983]
theatre-line: DESPERATE MOMENT et ESCALIER DE SERVICE — [975, 1355, 1234, 1368]
col2-paragraph: — Βγὲ τὸ γουρούνι ! — [268, 245, 378, 257]
cinema-at: ΕΙΣ ΤΟΝ ΚΙΝΗΜΑΤΟΓΡΑΦΟΝ — [679, 1717, 797, 1743]
theatre-line: BAND OF ANGELS — [670, 1537, 763, 1550]
col3-text — [433, 108, 649, 2148]
theatre-line: ΡΕΞ — [975, 1397, 995, 1410]
right-headline: ΕΚ ΜΙΝΙΑΣ — [1387, 456, 1475, 475]
theatre-line: ΦΕΜΙΝΑ — Τηλ. 78542 — [670, 1551, 796, 1564]
col3-paragraph: Τὸ Ὑπουργεῖον Ἐσωτερικῶν ἐξέδωκε διαταγήν, δι' ἧς οἱ Ἰσραηλῖται οἱ ἀναχωροῦντες ὁριστικῶς ἐξ Αἰγύπτου, καὶ ἔχοντες ρυπῶντας, εἰδικὴν ἄδειαν ἐξόδου, δὲν δύνανται νὰ ἐπιστρέψουν εἰς τὴν χώραν ἐφ' ὅσον ἔχουν λάβει θεώρησιν ἐξόδου ἄνευ ἐπιστροφῆς. Ἡ ἀπόφασις αὕτη ἰσχύει ἀπὸ τῆς σήμερον. — [433, 344, 649, 451]
col3-headline: Η ΕΚΜΕΤΑΛΛΕΥΣΙΣ ΤΩΝ ΓΡΑΜΜΩΝ ΤΡΟΧΙΟΔΡΟΜΩΝ — [440, 459, 642, 488]
social-title: ΚΟΙΝΩΝΙΚΑ ΚΑΙΡΟΥ — [1114, 610, 1234, 650]
cinema-name: ΕΠΤΑΛΟΦΟΥ — [1024, 1600, 1472, 1682]
theatre-line: UNTIL THEY SAIL — [670, 1425, 770, 1438]
